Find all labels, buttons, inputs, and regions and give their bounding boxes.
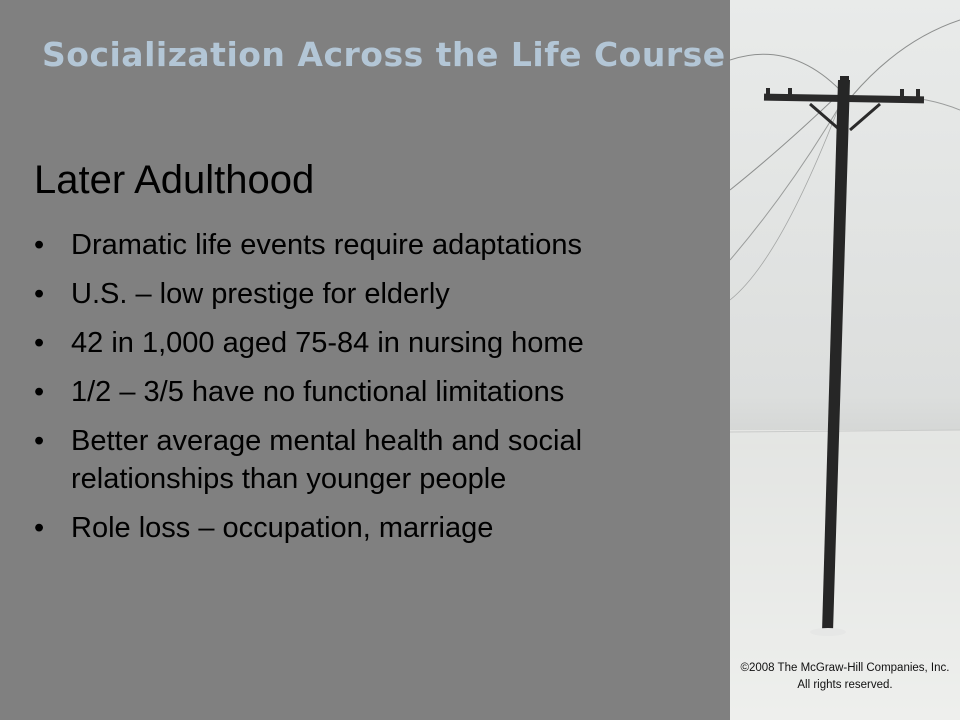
slide-subtitle: Later Adulthood xyxy=(34,158,315,202)
bullet-text: 1/2 – 3/5 have no functional limitations xyxy=(71,376,565,408)
slide-title: Socialization Across the Life Course xyxy=(42,35,726,74)
bullet-text: Role loss – occupation, marriage xyxy=(71,512,494,544)
bullet-item xyxy=(34,275,724,313)
bullet-text: Dramatic life events require adaptations xyxy=(71,229,582,261)
telephone-pole-icon xyxy=(730,0,960,720)
bullet-item xyxy=(34,324,724,362)
copyright-notice: ©2008 The McGraw-Hill Companies, Inc. All rights reserved. xyxy=(740,662,950,691)
bullet-marker: • xyxy=(34,229,45,261)
bullet-list xyxy=(34,226,724,558)
bullet-item xyxy=(34,226,724,264)
bullet-marker: • xyxy=(34,512,45,544)
bullet-marker: • xyxy=(34,278,45,310)
bullet-text: U.S. – low prestige for elderly xyxy=(71,278,450,310)
bullet-item xyxy=(34,509,724,547)
bullet-item xyxy=(34,373,724,411)
bullet-marker: • xyxy=(34,376,45,408)
bullet-marker: • xyxy=(34,327,45,359)
bullet-text: 42 in 1,000 aged 75-84 in nursing home xyxy=(71,327,584,359)
telephone-pole-photo xyxy=(730,0,960,720)
bullet-marker: • xyxy=(34,425,45,457)
bullet-text: Better average mental health and social relationships than younger people xyxy=(71,425,583,495)
bullet-item xyxy=(34,422,724,498)
